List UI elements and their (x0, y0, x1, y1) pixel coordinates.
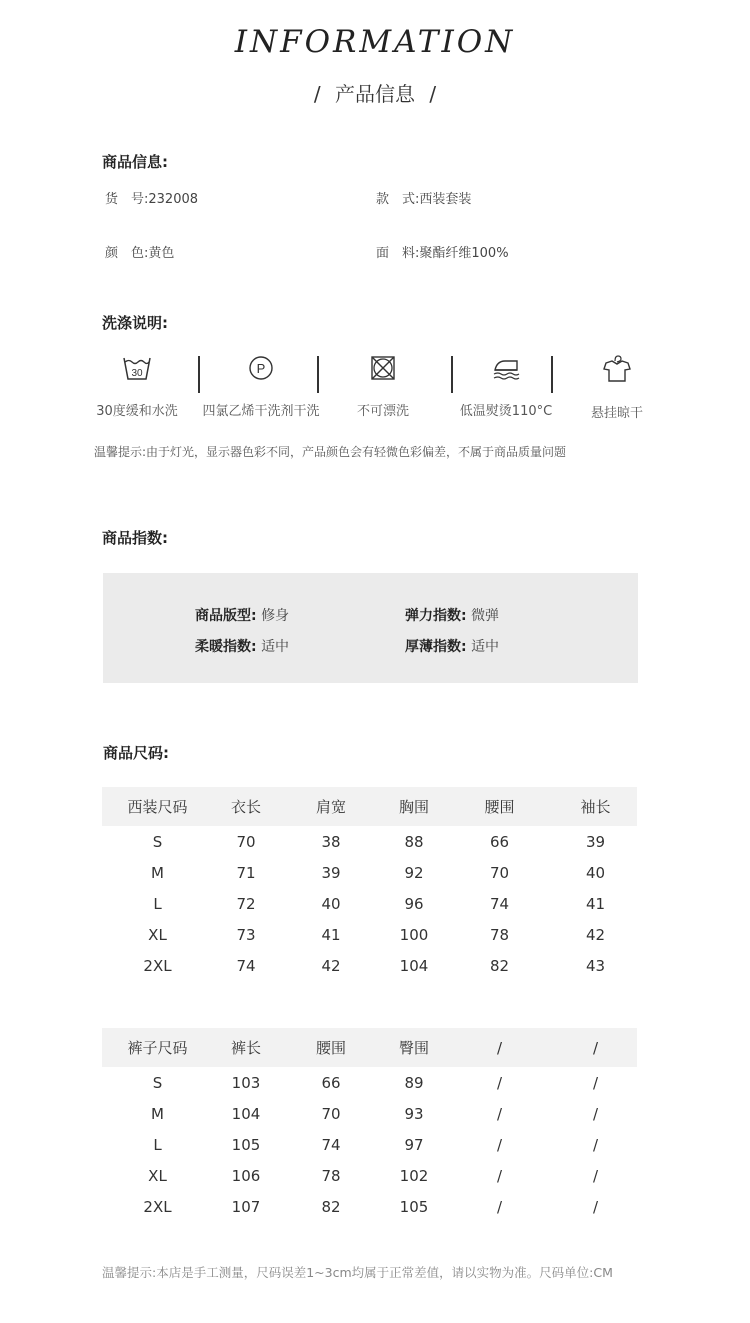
table-header-cell: 胸围 (383, 787, 445, 826)
table-header-cell: / (445, 1028, 554, 1067)
table-cell: S (152, 832, 163, 851)
table-row (102, 888, 637, 919)
table-cell: 42 (321, 956, 341, 975)
table-cell: 78 (321, 1166, 341, 1185)
care-item-iron (456, 354, 556, 419)
care-label-iron: 低温熨烫110°C (459, 404, 553, 419)
table-header-cell: 腰围 (445, 787, 554, 826)
table-header-cell: 肩宽 (279, 787, 383, 826)
color-disclaimer: 温馨提示:由于灯光，显示器色彩不同，产品颜色会有轻微色彩偏差，不属于商品质量问题 (94, 445, 567, 459)
care-label-dry-clean: 四氯乙烯干洗剂干洗 (202, 404, 320, 419)
thickness-value: 适中 (471, 639, 500, 655)
table-cell: / (496, 1197, 503, 1216)
table-cell: / (592, 1073, 599, 1092)
wash-30-icon (122, 354, 152, 382)
table-cell: 41 (585, 894, 606, 913)
care-item-wash (87, 354, 187, 419)
page-title-cn: / 产品信息 / (313, 82, 437, 106)
table-cell: 74 (489, 894, 510, 913)
pants-size-table (102, 1028, 637, 1222)
table-header-cell: 衣长 (213, 787, 279, 826)
product-info-heading: 商品信息: (102, 153, 168, 171)
page-title-en: INFORMATION (234, 24, 516, 60)
table-cell: 39 (321, 863, 341, 882)
table-cell: 78 (489, 925, 510, 944)
table-cell: 106 (231, 1166, 261, 1185)
table-cell: 66 (321, 1073, 341, 1092)
warmth-label: 柔暖指数: (195, 639, 257, 655)
fit-value: 修身 (261, 608, 290, 624)
table-cell: 107 (231, 1197, 261, 1216)
table-cell: / (592, 1166, 599, 1185)
table-cell: 40 (321, 894, 341, 913)
care-label-wash: 30度缓和水洗 (96, 404, 178, 419)
table-cell: / (496, 1073, 503, 1092)
dry-clean-p-icon (247, 354, 275, 382)
table-cell: M (151, 863, 164, 882)
item-no-value: 232008 (148, 192, 199, 207)
table-cell: M (151, 1104, 164, 1123)
elasticity-value: 微弹 (471, 608, 500, 624)
table-cell: 66 (489, 832, 510, 851)
table-cell: / (592, 1104, 599, 1123)
thickness-label: 厚薄指数: (405, 639, 467, 655)
table-cell: 70 (489, 863, 510, 882)
table-cell: / (496, 1166, 503, 1185)
table-cell: 105 (399, 1197, 429, 1216)
color-label: 颜 色: (105, 246, 149, 261)
style-label: 款 式: (376, 192, 420, 207)
care-item-dry-clean (197, 354, 325, 419)
table-cell: XL (148, 1166, 167, 1185)
table-header-cell: 腰围 (279, 1028, 383, 1067)
table-row (102, 1067, 637, 1098)
table-cell: L (153, 1135, 162, 1154)
table-cell: 74 (236, 956, 256, 975)
table-cell: 82 (489, 956, 510, 975)
table-cell: 96 (404, 894, 424, 913)
table-row (102, 1098, 637, 1129)
svg-text:30: 30 (131, 368, 143, 379)
table-cell: 93 (404, 1104, 424, 1123)
table-cell: 41 (321, 925, 341, 944)
table-row (102, 1129, 637, 1160)
fabric-label: 面 料: (376, 246, 420, 261)
table-row (102, 1191, 637, 1222)
table-row (102, 826, 637, 857)
table-cell: 73 (236, 925, 256, 944)
warmth-index (195, 636, 289, 656)
care-item-hang-dry (567, 354, 667, 421)
table-cell: 72 (236, 894, 256, 913)
color-value: 黄色 (148, 246, 175, 261)
table-cell: 89 (404, 1073, 424, 1092)
table-cell: 74 (321, 1135, 341, 1154)
sizes-heading: 商品尺码: (103, 744, 169, 762)
fit-index (195, 605, 289, 625)
table-cell: 97 (404, 1135, 424, 1154)
table-cell: S (152, 1073, 163, 1092)
table-cell: 102 (399, 1166, 429, 1185)
color-row (105, 242, 174, 261)
table-cell: 2XL (143, 1197, 172, 1216)
iron-low-icon (491, 354, 521, 382)
item-no-label: 货 号: (105, 192, 149, 207)
index-heading: 商品指数: (102, 529, 168, 547)
care-divider (317, 356, 319, 393)
item-no-row (105, 188, 198, 207)
elasticity-index (405, 605, 499, 625)
table-cell: / (496, 1135, 503, 1154)
care-item-no-bleach (338, 354, 428, 419)
table-header-cell: 袖长 (554, 787, 637, 826)
fit-label: 商品版型: (195, 608, 257, 624)
warmth-value: 适中 (261, 639, 290, 655)
measurement-disclaimer: 温馨提示:本店是手工测量，尺码误差1~3cm均属于正常差值，请以实物为准。尺码单位:CM (102, 1265, 613, 1280)
style-row (376, 188, 471, 207)
table-cell: XL (148, 925, 167, 944)
table-header-cell: 裤子尺码 (102, 1028, 213, 1067)
table-cell: 104 (231, 1104, 261, 1123)
care-heading: 洗涤说明: (102, 314, 168, 332)
svg-text:P: P (256, 361, 266, 376)
table-row (102, 1160, 637, 1191)
table-cell: 82 (321, 1197, 341, 1216)
table-header-row (102, 1028, 637, 1067)
table-header-cell: 西装尺码 (102, 787, 213, 826)
table-cell: 88 (404, 832, 424, 851)
table-cell: 71 (236, 863, 256, 882)
fabric-value: 聚酯纤维100% (419, 246, 509, 261)
table-header-cell: 臀围 (383, 1028, 445, 1067)
index-panel (103, 573, 638, 683)
care-divider (551, 356, 553, 393)
suit-size-table (102, 787, 637, 981)
table-cell: 43 (585, 956, 606, 975)
table-cell: 103 (231, 1073, 261, 1092)
table-cell: 104 (399, 956, 429, 975)
table-row (102, 857, 637, 888)
table-cell: / (592, 1197, 599, 1216)
no-bleach-icon (369, 354, 397, 382)
table-cell: 2XL (143, 956, 172, 975)
table-cell: L (153, 894, 162, 913)
table-header-cell: / (554, 1028, 637, 1067)
fabric-row (376, 242, 509, 261)
table-cell: 42 (585, 925, 606, 944)
table-cell: 92 (404, 863, 424, 882)
table-row (102, 919, 637, 950)
thickness-index (405, 636, 499, 656)
table-header-cell: 裤长 (213, 1028, 279, 1067)
elasticity-label: 弹力指数: (405, 608, 467, 624)
table-cell: 38 (321, 832, 341, 851)
table-cell: / (496, 1104, 503, 1123)
table-cell: / (592, 1135, 599, 1154)
table-cell: 70 (321, 1104, 341, 1123)
table-header-row (102, 787, 637, 826)
table-cell: 39 (585, 832, 606, 851)
care-label-hang-dry: 悬挂晾干 (590, 406, 643, 421)
care-divider (451, 356, 453, 393)
table-cell: 70 (236, 832, 256, 851)
hang-dry-icon (602, 354, 632, 384)
table-cell: 105 (231, 1135, 261, 1154)
style-value: 西装套装 (419, 192, 472, 207)
table-row (102, 950, 637, 981)
table-cell: 100 (399, 925, 429, 944)
table-cell: 40 (585, 863, 606, 882)
care-label-no-bleach: 不可漂洗 (356, 404, 409, 419)
